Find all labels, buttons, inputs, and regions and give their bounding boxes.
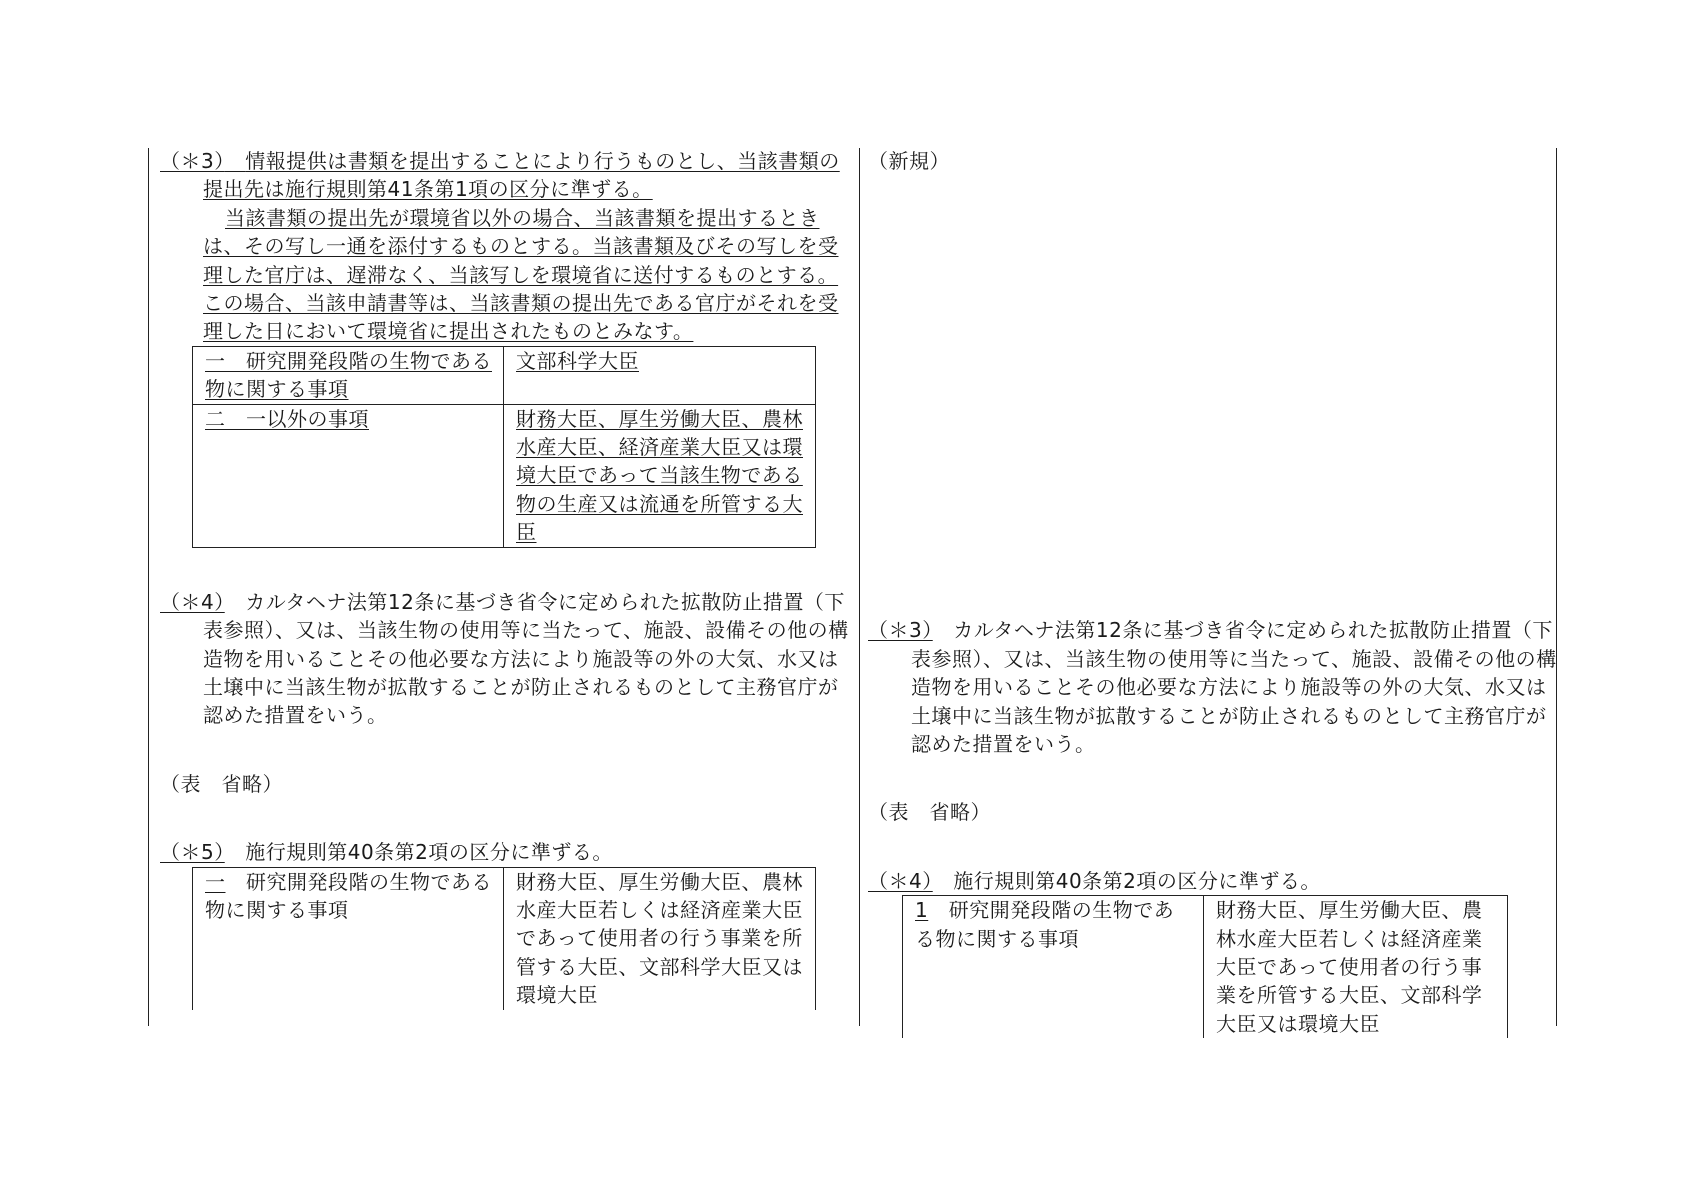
table-omitted-note: （表 省略） [868,800,991,825]
table-row [193,404,816,547]
note4-table [902,895,1508,1038]
note4-paragraph [868,867,1558,895]
note5-text: 施行規則第40条第2項の区分に準ずる。 [245,840,613,865]
note4-text: 施行規則第40条第2項の区分に準ずる。 [953,868,1321,893]
table-cell-minister: 財務大臣、厚生労働大臣、農林水産大臣若しくは経済産業大臣であって使用者の行う事業を所管する大臣、文部科学大臣又は環境大臣 [504,867,816,1010]
note3-label: （＊3） [868,618,933,643]
table-cell-minister: 文部科学大臣 [504,346,816,404]
note3-submission-table [192,346,816,548]
table-row [903,896,1508,1039]
spacer [868,827,1558,867]
table-cell-item: 二 一以外の事項 [193,404,504,547]
item-number: 一 [205,869,226,894]
note3-text: カルタヘナ法第12条に基づき省令に定められた拡散防止措置（下表参照）、又は、当該生物の使用等に当たって、施設、設備その他の構造物を用いることその他必要な方法により施設等の外の大気、水又は土壌中に当該生物が拡散することが防止されるものとして主務官庁が認めた措置をいう。 [911,618,1557,757]
note4-label: （＊4） [160,589,225,614]
note3-paragraph [868,616,1558,758]
table-row [193,346,816,404]
spacer [868,758,1558,798]
right-column-current [868,147,1558,1038]
left-column-revised [160,147,854,1010]
spacer [160,730,854,770]
note4-label: （＊4） [868,868,933,893]
table-cell-item [903,896,1204,1039]
table-cell-minister: 財務大臣、厚生労働大臣、農林水産大臣若しくは経済産業大臣であって使用者の行う事業を所管する大臣、文部科学大臣又は環境大臣 [1204,896,1508,1039]
note4-text: カルタヘナ法第12条に基づき省令に定められた拡散防止措置（下表参照）、又は、当該生物の使用等に当たって、施設、設備その他の構造物を用いることその他必要な方法により施設等の外の大気、水又は土壌中に当該生物が拡散することが防止されるものとして主務官庁が認めた措置をいう。 [203,589,849,728]
note5-label: （＊5） [160,840,225,865]
table-omitted-note: （表 省略） [160,771,283,796]
table-cell-item: 一 研究開発段階の生物である物に関する事項 [193,346,504,404]
note3-text: 情報提供は書類を提出することにより行うものとし、当該書類の提出先は施行規則第41条第1項の区分に準ずる。 [203,149,840,202]
center-divider-line [859,148,860,1026]
item-text: 研究開発段階の生物である物に関する事項 [915,898,1175,951]
table-cell-item [193,867,504,1010]
note3-label: （＊3） [160,149,225,173]
note5-table [192,867,816,1010]
spacer [160,548,854,588]
new-label: （新規） [868,149,950,173]
note5-paragraph [160,838,854,866]
item-number: 1 [915,898,929,923]
note3-paragraph [160,147,854,204]
left-border-line [148,148,149,1026]
item-text: 研究開発段階の生物である物に関する事項 [205,869,492,922]
note3-paragraph-2: 当該書類の提出先が環境省以外の場合、当該書類を提出するときは、その写し一通を添付するものとする。当該書類及びその写しを受理した官庁は、遅滞なく、当該写しを環境省に送付するものとする。この場合、当該申請書等は、当該書類の提出先である官庁がそれを受理した日において環境省に提出されたものとみなす。 [203,205,839,344]
table-row [193,867,816,1010]
note4-paragraph [160,588,854,730]
spacer [160,798,854,838]
spacer [868,175,1558,616]
table-cell-minister: 財務大臣、厚生労働大臣、農林水産大臣、経済産業大臣又は環境大臣であって当該生物である物の生産又は流通を所管する大臣 [504,404,816,547]
